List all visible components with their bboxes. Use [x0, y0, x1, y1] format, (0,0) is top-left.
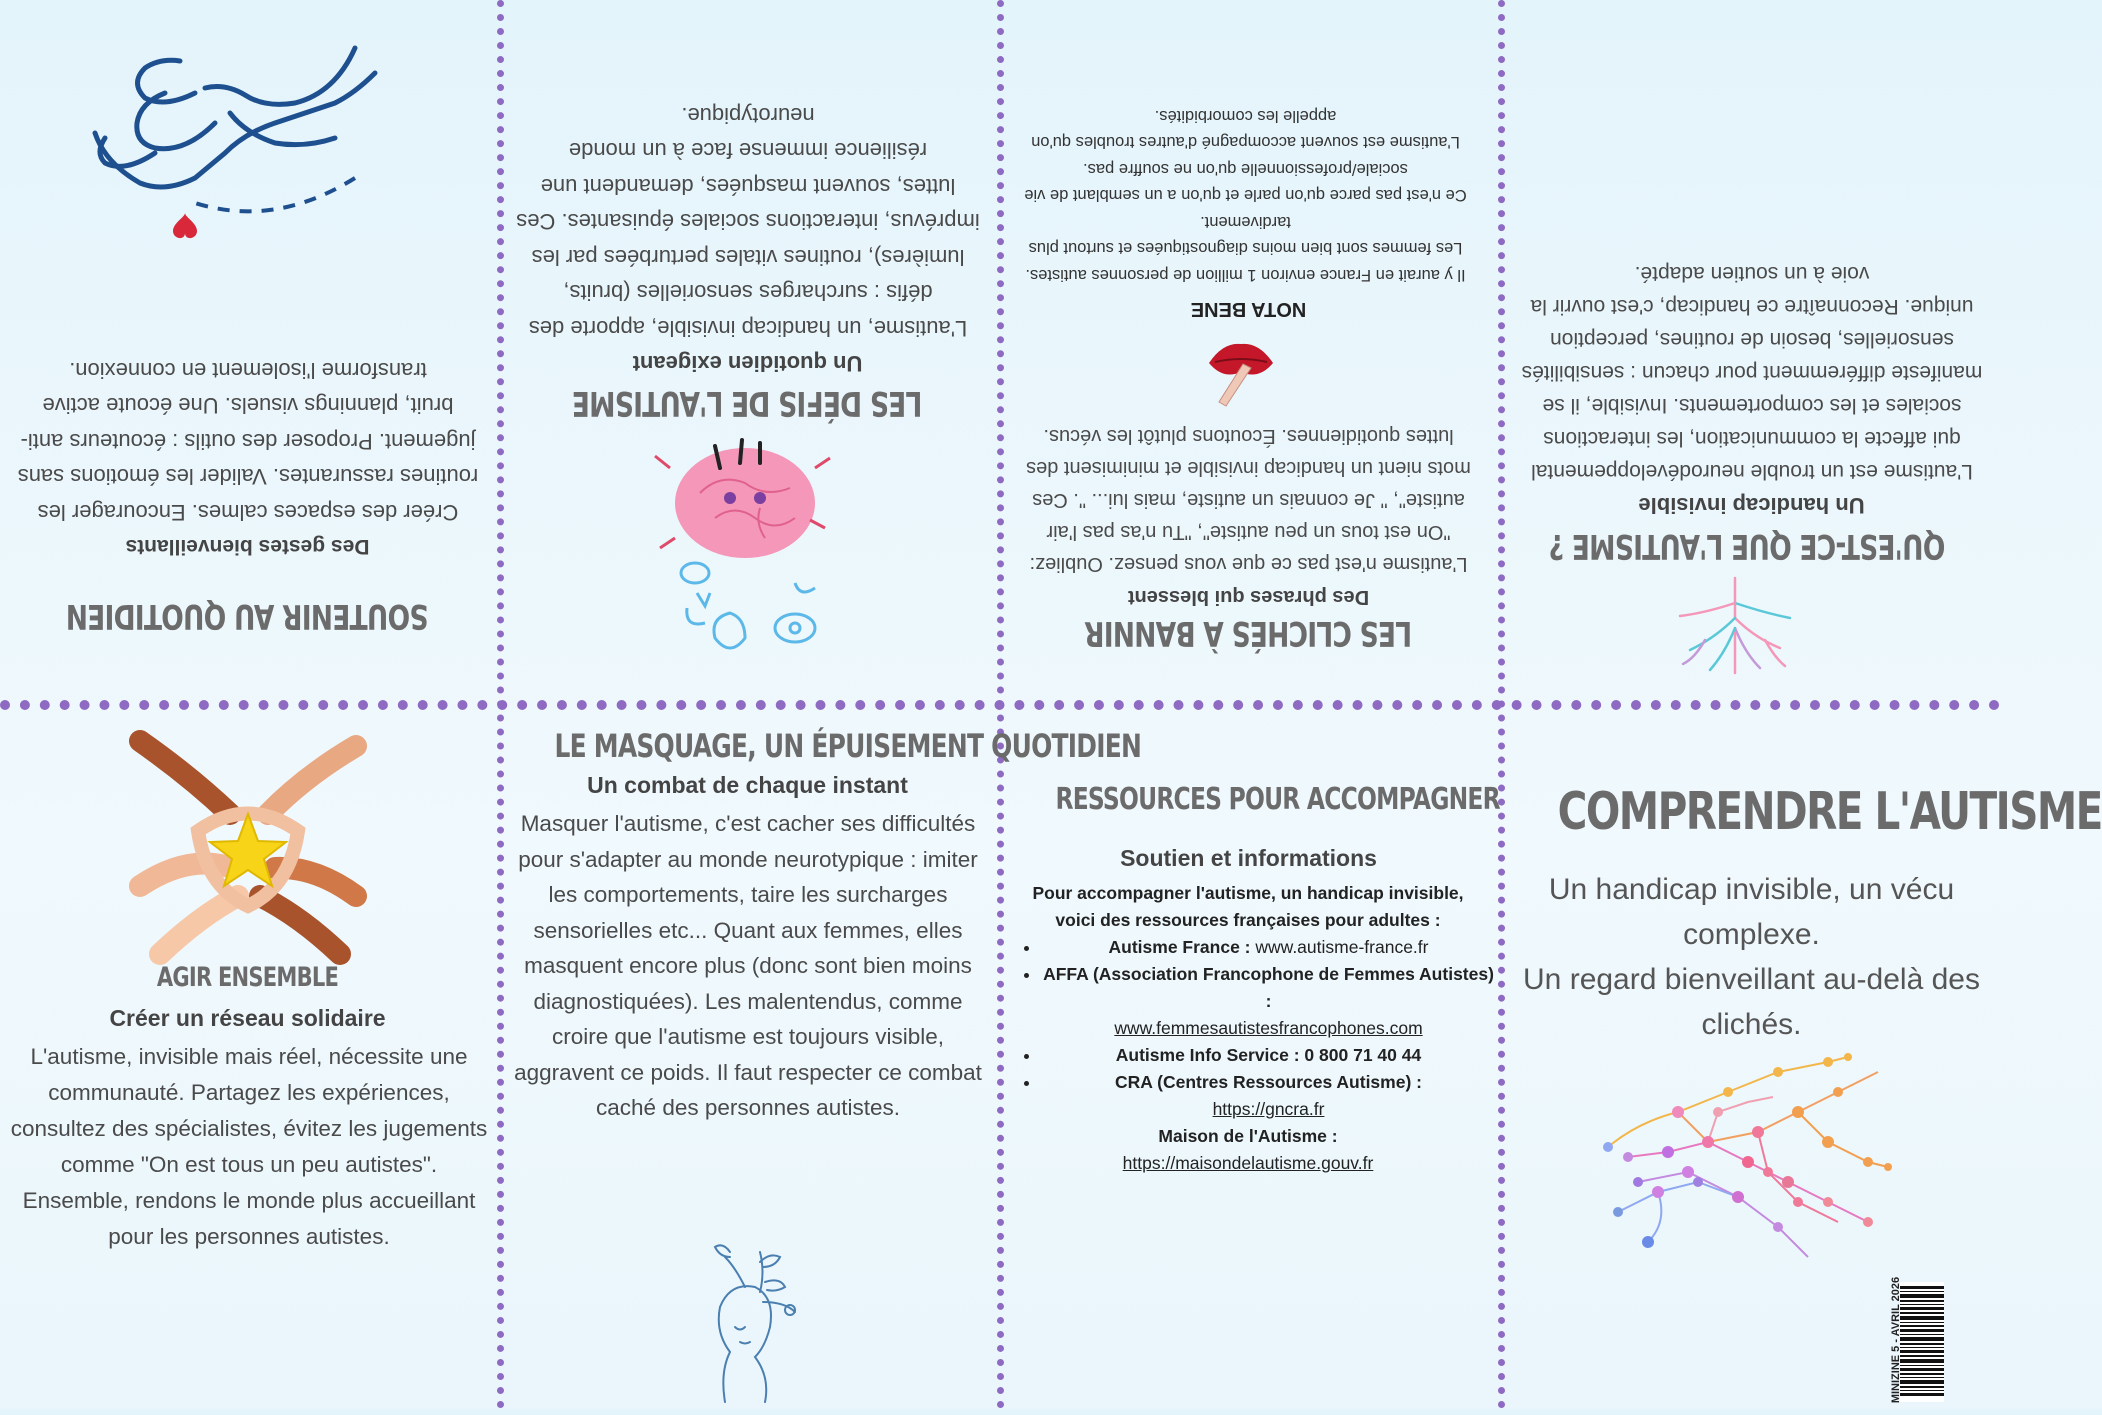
sensory-brain-icon: [635, 428, 855, 668]
cover-tagline-1: Un handicap invisible, un vécu complexe.: [1548, 873, 1955, 951]
panel-title: RESSOURCES POUR ACCOMPAGNER: [1055, 782, 1500, 817]
panel-title: LES CLICHÉS À BANNIR: [1084, 613, 1413, 653]
nota-line: Ce n'est pas parce qu'on parle et qu'on a un semblant de vie sociale/professionnelle qu'on ne souffre pas.: [1024, 160, 1467, 205]
resource-link[interactable]: www.femmesautistesfrancophones.com: [1114, 1018, 1423, 1038]
nota-line: L'autisme est souvent accompagné d'autres troubles qu'on appelle les comorbidités.: [1031, 107, 1460, 152]
resource-label: CRA (Centres Ressources Autisme) :: [1115, 1072, 1422, 1092]
panel-subtitle: Créer un réseau solidaire: [109, 1005, 386, 1031]
resource-item: [1041, 1042, 1496, 1069]
hands-heart-star-icon: [140, 736, 356, 954]
resources-list: [1019, 934, 1496, 1123]
cover-tagline-2: Un regard bienveillant au-delà des clichés.: [1523, 963, 1980, 1041]
panel-title: SOUTENIR AU QUOTIDIEN: [66, 596, 429, 636]
resource-item: [1041, 961, 1496, 1042]
panel-quest-ce: [1503, 0, 2000, 698]
resource-label: Autisme Info Service : 0 800 71 40 44: [1115, 1045, 1422, 1065]
panel-body: L'autisme est un trouble neurodéveloppemental qui affecte la communication, les interactions sociales et les comportements. Invisible, il se manifeste différemment pour chacun : sensibilités sensorielles, besoin de routines, perception unique. Reconnaître ce handicap, c'est ouvrir la voie à un soutien adapté.: [1521, 262, 1983, 483]
woman-flowers-icon: [685, 1232, 805, 1407]
panel-subtitle: Un handicap invisible: [1638, 493, 1865, 518]
panel-title: LES DÉFIS DE L'AUTISME: [572, 383, 923, 423]
resource-label: Maison de l'Autisme :: [1158, 1126, 1338, 1146]
panel-body: Créer des espaces calmes. Encourager les routines rassurantes. Valider les émotions sans jugement. Proposer des outils : écouteurs anti-bruit, plannings visuels. Une écoute active transforme l'isolement en connexion.: [17, 358, 479, 525]
panel-title: QU'EST-CE QUE L'AUTISME ?: [1549, 526, 1946, 566]
nota-line: Il y aurait en France environ 1 million de personnes autistes.: [1025, 266, 1466, 284]
panel-subtitle: Soutien et informations: [1120, 845, 1377, 871]
panel-title: AGIR ENSEMBLE: [156, 962, 339, 993]
nota-bene-list: [1013, 103, 1478, 289]
resource-label: AFFA (Association Francophone de Femmes Autistes) :: [1043, 964, 1494, 1011]
panel-subtitle: Un quotidien exigeant: [632, 351, 863, 376]
resource-link[interactable]: https://gncra.fr: [1212, 1099, 1325, 1119]
resource-item: [1041, 1069, 1496, 1123]
neuron-tree-icon: [1665, 568, 1805, 688]
panel-cover: [1503, 712, 2102, 1409]
panel-body: L'autisme, invisible mais réel, nécessite une communauté. Partagez les expériences, consultez des spécialistes, évitez les jugements comme "On est tous un peu autistes". Ensemble, rendons le monde plus accueillant pour les personnes autistes.: [10, 1044, 488, 1249]
panel-masquage: [500, 712, 1142, 1409]
resource-link[interactable]: https://maisondelautisme.gouv.fr: [1122, 1153, 1374, 1173]
pinky-promise-hands-icon: [75, 23, 395, 273]
panel-subtitle: Des phrases qui blessent: [1127, 586, 1370, 608]
resource-extra: [1013, 1123, 1483, 1177]
cover-title: COMPRENDRE L'AUTISME: [1557, 782, 2102, 842]
fold-line-horizontal: [0, 700, 2000, 710]
lips-pen-icon: [1201, 328, 1281, 408]
panel-agir: [0, 712, 495, 1409]
resource-label: Autisme France :: [1108, 937, 1251, 957]
panel-ressources: [1001, 712, 1500, 1409]
resource-item: [1041, 934, 1496, 961]
panel-soutenir: [0, 0, 495, 698]
panel-body: Masquer l'autisme, c'est cacher ses difficultés pour s'adapter au monde neurotypique : imiter les comportements, taire les surcharges sensorielles etc... Quant aux femmes, elles masquent encore plus (donc sont bien moins diagnostiquées). Les malentendus, comme croire que l'autisme est toujours visible, aggravent ce poids. Il faut respecter ce combat caché des personnes autistes.: [514, 811, 982, 1120]
panel-cliches: [1001, 0, 1496, 698]
barcode-icon: [1900, 1282, 1944, 1402]
panel-subtitle: Des gestes bienveillants: [125, 535, 370, 558]
panel-defis: [500, 0, 995, 698]
nota-bene-title: NOTA BENE: [1190, 298, 1307, 320]
panel-body: L'autisme, un handicap invisible, apporte des défis : surcharges sensorielles (bruits, lumières), routines vitales perturbées par les imprévus, interactions sociales épuisantes. Ces luttes, souvent masquées, demandent une résilience immense face à un monde neurotypique.: [516, 103, 980, 341]
network-graph-icon: [1598, 1052, 1898, 1262]
resources-intro: Pour accompagner l'autisme, un handicap invisible, voici des ressources françaises pour adultes :: [1032, 883, 1464, 930]
nota-line: Les femmes sont bien moins diagnostiquées et surtout plus tardivement.: [1028, 213, 1463, 258]
panel-subtitle: Un combat de chaque instant: [587, 772, 908, 798]
panel-body: L'autisme n'est pas ce que vous pensez. Oubliez: "On est tous un peu autiste", "Tu n'as pas l'air autiste", " Je connais un autiste, mais lui... ". Ces mots nient un handicap invisible et minimisent des luttes quotidiennes. Écoutons plutôt les vécus.: [1026, 425, 1471, 575]
issue-label: MINIZINE 5 - AVRIL 2026: [1890, 1276, 1902, 1404]
panel-title: LE MASQUAGE, UN ÉPUISEMENT QUOTIDIEN: [554, 727, 1142, 765]
resource-link[interactable]: www.autisme-france.fr: [1255, 937, 1429, 957]
